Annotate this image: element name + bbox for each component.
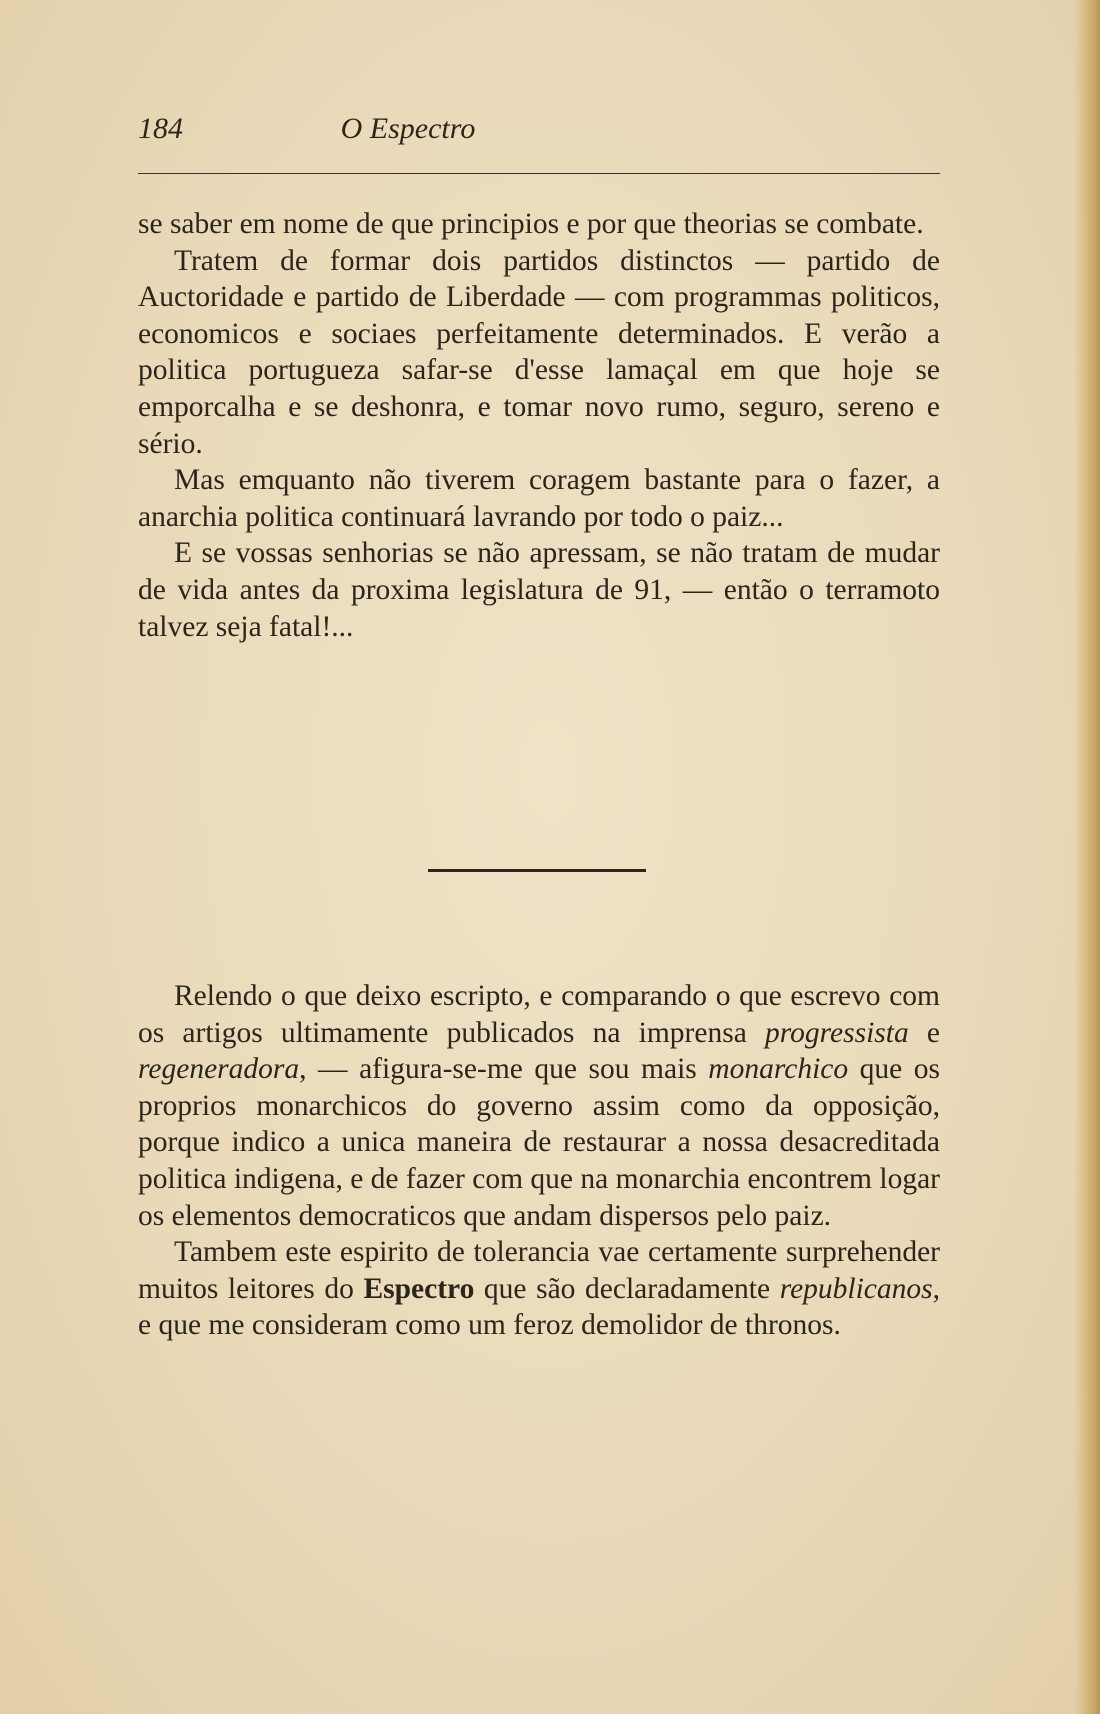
text-run: e (908, 1016, 941, 1049)
section-one-text (138, 206, 940, 645)
paragraph: Mas emquanto não tiverem coragem bastante para o fazer, a anarchia politica continuará lavrando por todo o paiz... (138, 464, 940, 533)
italic-term: republicanos (779, 1272, 933, 1305)
italic-term: progressista (765, 1016, 909, 1049)
page-edge (1074, 0, 1100, 1714)
bold-title: Espectro (363, 1272, 475, 1305)
running-header (138, 112, 940, 156)
page-number: 184 (138, 112, 183, 145)
header-rule (138, 173, 940, 174)
paragraph: E se vossas senhorias se não apressam, se não tratam de mudar de vida antes da proxima legislatura de 91, — então o terramoto talvez seja fatal!... (138, 537, 940, 643)
text-run: , e que me consideram como um feroz demolidor de thronos. (138, 1272, 941, 1342)
text-run: que são declaradamente (474, 1272, 780, 1305)
paragraph (138, 1234, 940, 1344)
text-run: Tambem este espirito de tolerancia vae certamente surprehender muitos leitores do (138, 1236, 940, 1305)
text-run: Relendo o que deixo escripto, e comparando o que escrevo com os artigos ultimamente publicados na imprensa (138, 980, 940, 1049)
text-run: , — afigura-se-me que sou mais (299, 1053, 709, 1086)
running-title: O Espectro (340, 112, 476, 145)
paragraph (138, 978, 940, 1234)
paragraph: Tratem de formar dois partidos distinctos — partido de Auctoridade e partido de Liberdade — com programmas politicos, economicos e sociaes perfeitamente determinados. E verão a politica portugueza safar-se d'esse lamaçal em que hoje se emporcalha e se deshonra, e tomar novo rumo, seguro, sereno e sério. (138, 244, 940, 460)
section-divider (428, 869, 646, 872)
italic-term: regeneradora (138, 1053, 300, 1086)
paragraph: se saber em nome de que principios e por que theorias se combate. (138, 208, 924, 240)
italic-term: monarchico (708, 1053, 849, 1086)
section-two-text (138, 978, 940, 1344)
text-run: que os proprios monarchicos do governo assim como da opposição, porque indico a unica maneira de restaurar a nossa desacreditada politica indigena, e de fazer com que na monarchia encontrem logar os elementos democraticos que andam dispersos pelo paiz. (138, 1053, 940, 1232)
